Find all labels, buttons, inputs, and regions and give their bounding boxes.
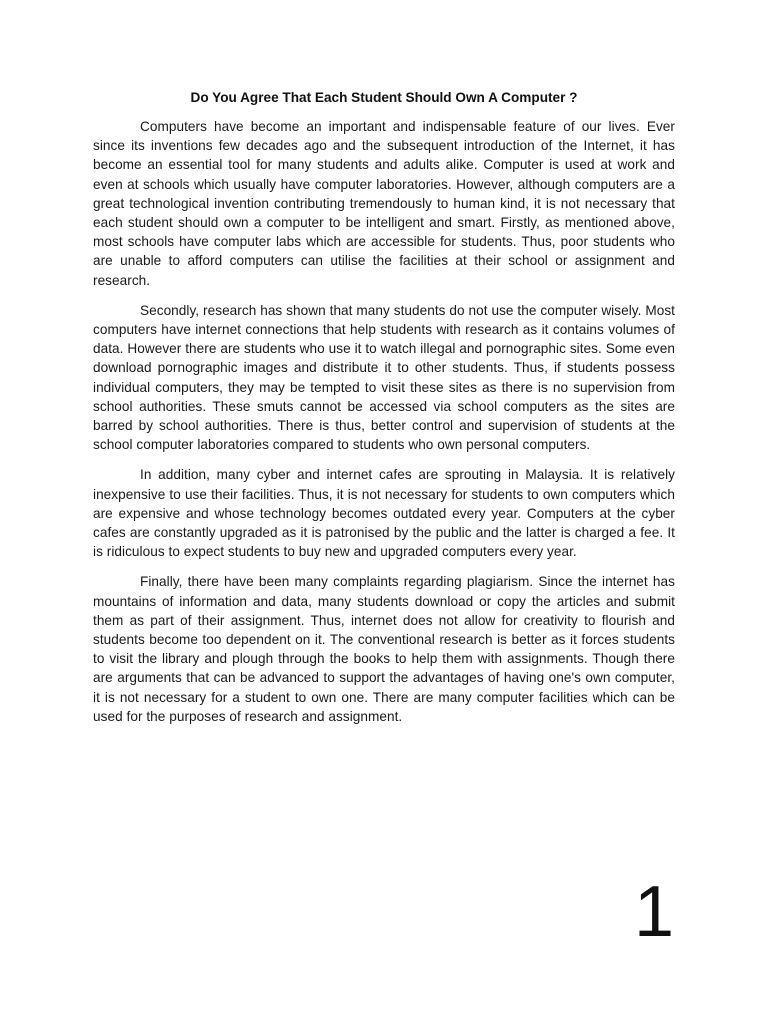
paragraph-introduction: Computers have become an important and indispensable feature of our lives. Ever since its inventions few decades ago and the subsequent introduction of the Internet, it has become an essential tool for many students and adults alike. Computer is used at work and even at schools which usually have computer laboratories. However, although computers are a great technological invention contributing tremendously to human kind, it is not necessary that each student should own a computer to be intelligent and smart. Firstly, as mentioned above, most schools have computer labs which are accessible for students. Thus, poor students who are unable to afford computers can utilise the facilities at their school or assignment and research.: [93, 119, 675, 288]
paragraph-third-point: In addition, many cyber and internet cafes are sprouting in Malaysia. It is relatively inexpensive to use their facilities. Thus, it is not necessary for students to own computers which are expensive and whose technology becomes outdated every year. Computers at the cyber cafes are constantly upgraded as it is patronised by the public and the latter is charged a fee. It is ridiculous to expect students to buy new and upgraded computers every year.: [93, 467, 675, 560]
paragraph-second-point: Secondly, research has shown that many students do not use the computer wisely. Most computers have internet connections that help students with research as it contains volumes of data. However there are students who use it to watch illegal and pornographic sites. Some even download pornographic images and distribute it to other students. Thus, if students possess individual computers, they may be tempted to visit these sites as there is no supervision from school authorities. These smuts cannot be accessed via school computers as the sites are barred by school authorities. There is thus, better control and supervision of students at the school computer laboratories compared to students who own personal computers.: [93, 302, 675, 453]
page-number: 1: [633, 872, 675, 952]
essay-title: Do You Agree That Each Student Should Own A Computer ?: [190, 90, 578, 105]
paragraph-conclusion: Finally, there have been many complaints regarding plagiarism. Since the internet has mountains of information and data, many students download or copy the articles and submit them as part of their assignment. Thus, internet does not allow for creativity to flourish and students become too dependent on it. The conventional research is better as it forces students to visit the library and plough through the books to help them with assignments. Though there are arguments that can be advanced to support the advantages of having one's own computer, it is not necessary for a student to own one. There are many computer facilities which can be used for the purposes of research and assignment.: [93, 574, 675, 724]
document-page: [93, 88, 675, 737]
